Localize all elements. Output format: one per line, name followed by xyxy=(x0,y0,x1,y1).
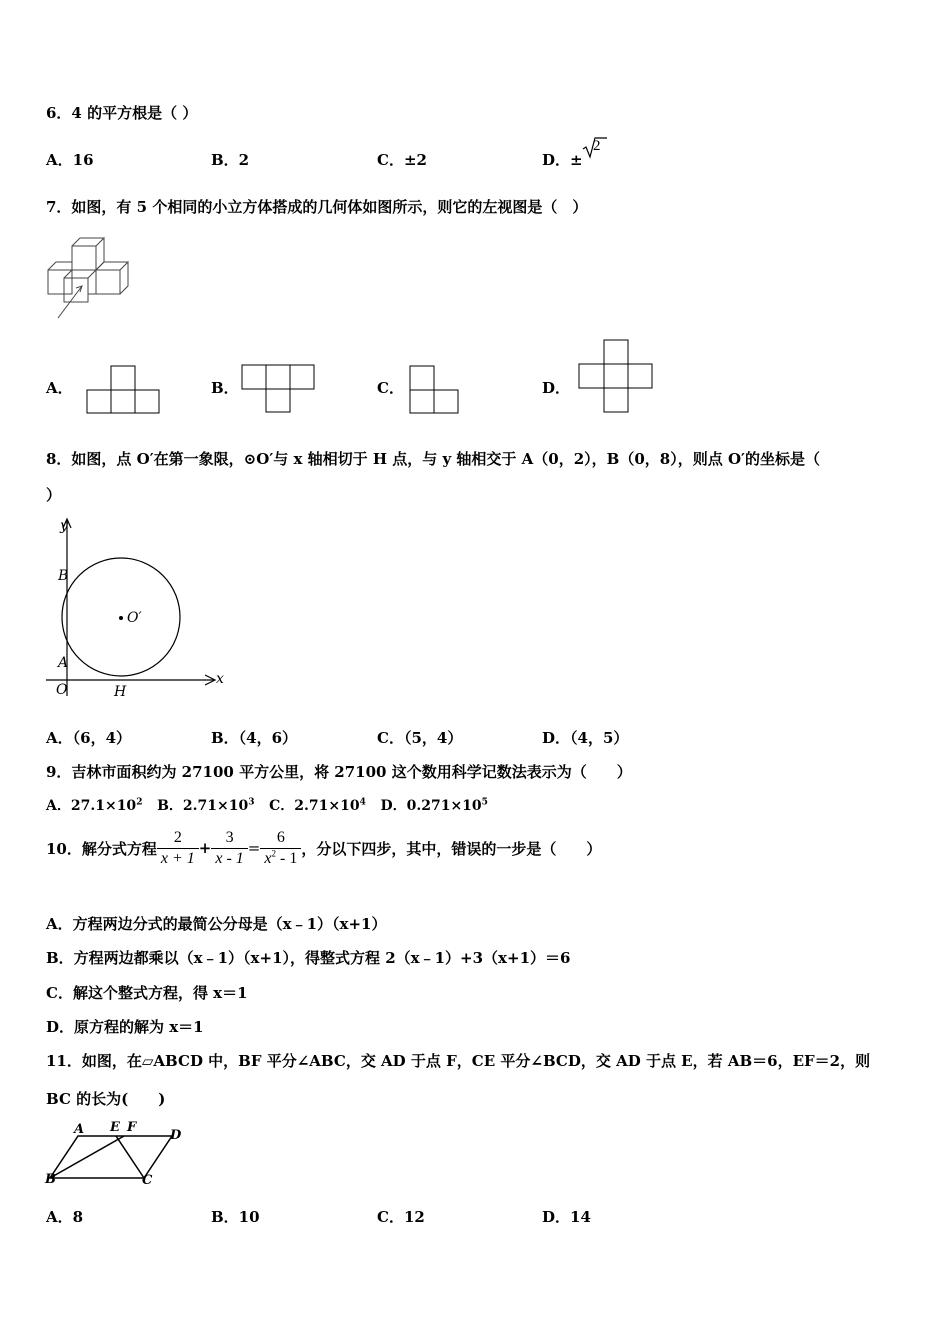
q7-option-b-figure xyxy=(241,364,316,414)
q10-option-d: D．原方程的解为 x＝1 xyxy=(46,1018,204,1036)
q11-stem-line2: BC 的长为( ) xyxy=(46,1090,166,1108)
q10-fraction-3 xyxy=(260,828,301,869)
q8-label-center: O′ xyxy=(127,610,142,626)
q6-sqrt-radicand: 2 xyxy=(593,138,601,154)
q11-label-e: E xyxy=(110,1120,120,1135)
q10-fraction-1-num: 2 xyxy=(157,828,199,849)
q9-option-c: C．2.71×10 xyxy=(269,798,360,814)
q10-suffix: ，分以下四步，其中，错误的一步是（ ） xyxy=(301,839,602,858)
q10-stem xyxy=(46,826,601,870)
q9-option-d: D．0.271×10 xyxy=(380,798,482,814)
q9-option-b: B．2.71×10 xyxy=(157,798,249,814)
q10-prefix: 10．解分式方程 xyxy=(46,839,157,858)
q10-equals: = xyxy=(247,839,261,857)
q7-option-c-figure xyxy=(409,365,461,415)
q10-fraction-2-den: x - 1 xyxy=(215,849,244,867)
q9-options xyxy=(46,795,488,815)
q6-option-d-prefix: D．± xyxy=(542,151,583,169)
q10-option-c: C．解这个整式方程，得 x＝1 xyxy=(46,984,248,1002)
q10-fraction-3-den-tail: - 1 xyxy=(275,849,298,867)
q11-label-b: B xyxy=(45,1172,56,1187)
q8-stem-line2: ） xyxy=(46,486,62,504)
q11-stem-line1: 11．如图，在▱ABCD 中，BF 平分∠ABC，交 AD 于点 F，CE 平分∠BCD，交 AD 于点 E，若 AB＝6，EF＝2，则 xyxy=(46,1052,871,1070)
q11-label-d: D xyxy=(170,1128,182,1143)
q9-option-a-exp: 2 xyxy=(136,797,143,808)
q6-option-b: B．2 xyxy=(211,151,250,169)
q11-option-b: B．10 xyxy=(211,1208,260,1226)
q6-option-a: A．16 xyxy=(46,151,94,169)
q10-fraction-1-den: x + 1 xyxy=(160,849,195,867)
q10-option-a: A．方程两边分式的最简公分母是（x﹣1）（x+1） xyxy=(46,915,387,933)
q11-option-a: A．8 xyxy=(46,1208,84,1226)
q9-option-a: A．27.1×10 xyxy=(46,798,137,814)
q9-option-b-exp: 3 xyxy=(248,797,255,808)
q7-option-d-label: D． xyxy=(542,379,571,397)
q6-option-c: C．±2 xyxy=(377,151,427,169)
q11-label-f: F xyxy=(127,1120,137,1135)
q9-option-c-exp: 4 xyxy=(359,797,366,808)
q7-option-a-figure xyxy=(86,365,160,415)
q10-fraction-1 xyxy=(157,828,199,869)
q9-option-d-exp: 5 xyxy=(481,797,488,808)
q7-option-c-label: C． xyxy=(377,379,404,397)
q7-stem: 7．如图，有 5 个相同的小立方体搭成的几何体如图所示，则它的左视图是（ ） xyxy=(46,198,588,216)
q8-option-d: D．（4，5） xyxy=(542,729,629,747)
q11-label-c: C xyxy=(142,1173,153,1188)
q10-fraction-3-den-base: x xyxy=(264,849,272,867)
q9-stem: 9．吉林市面积约为 27100 平方公里，将 27100 这个数用科学记数法表示为（ ） xyxy=(46,763,632,781)
q8-stem-line1: 8．如图，点 O′在第一象限，⊙O′与 x 轴相切于 H 点，与 y 轴相交于 A（0，2），B（0，8），则点 O′的坐标是（ xyxy=(46,450,820,468)
q10-fraction-2-num: 3 xyxy=(211,828,247,849)
q10-fraction-3-den-exp: 2 xyxy=(271,848,276,859)
q8-option-b: B．（4，6） xyxy=(211,729,298,747)
q10-fraction-3-num: 6 xyxy=(260,828,301,849)
q8-label-y: y xyxy=(60,518,68,534)
q6-stem: 6．4 的平方根是（ ） xyxy=(46,104,198,122)
q8-label-h: H xyxy=(114,684,127,700)
q8-label-x: x xyxy=(216,671,224,687)
q11-option-c: C．12 xyxy=(377,1208,425,1226)
q10-plus: + xyxy=(198,839,212,857)
q10-fraction-3-den xyxy=(260,849,301,869)
q10-fraction-2 xyxy=(211,828,247,869)
q8-label-b: B xyxy=(58,568,69,584)
q11-option-d: D．14 xyxy=(542,1208,591,1226)
q7-option-d-figure xyxy=(578,339,654,415)
q11-label-a: A xyxy=(74,1122,85,1137)
q8-label-o: O xyxy=(56,682,68,698)
q8-option-c: C．（5，4） xyxy=(377,729,463,747)
q7-cube-figure xyxy=(44,236,134,322)
q8-option-a: A．（6，4） xyxy=(46,729,132,747)
q8-label-a: A xyxy=(58,655,69,671)
q6-option-d xyxy=(542,149,583,170)
q7-option-b-label: B． xyxy=(211,379,239,397)
q10-option-b: B．方程两边都乘以（x﹣1）（x+1），得整式方程 2（x﹣1）+3（x+1）＝6 xyxy=(46,949,571,967)
q7-option-a-label: A． xyxy=(46,379,73,397)
